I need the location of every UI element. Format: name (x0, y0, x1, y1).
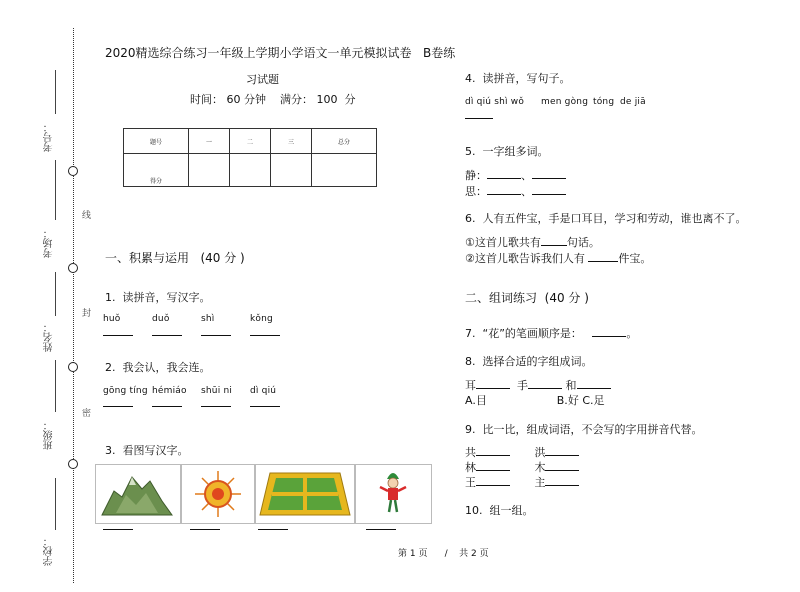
answer-blank[interactable] (201, 335, 231, 336)
score-table (123, 128, 377, 187)
pinyin: gōng tíng (103, 386, 148, 396)
answer-blank[interactable] (476, 388, 510, 389)
char-pair-row: 林 木 (465, 459, 579, 475)
answer-blank[interactable] (201, 406, 231, 407)
answer-blank[interactable] (190, 529, 220, 530)
question-8: 8. 选择合适的字组成词。 (465, 355, 593, 368)
margin-field-school: 学校： (44, 536, 55, 566)
question-5: 5. 一字组多词。 (465, 145, 549, 158)
answer-blank[interactable] (366, 529, 396, 530)
margin-field-exam-number: 考号： (44, 122, 55, 152)
question-6-sub-2: ②这首儿歌告诉我们人有 件宝。 (465, 252, 652, 265)
word-row: 静： 、 (465, 167, 566, 183)
margin-field-name: 姓名： (44, 322, 55, 352)
word-choice-row: 耳 手 和 (465, 377, 611, 393)
person-picture (355, 464, 432, 524)
answer-blank[interactable] (476, 470, 510, 471)
answer-blank[interactable] (487, 194, 521, 195)
section-2-heading: 二、组词练习 (40 分 ) (465, 291, 589, 305)
answer-blank[interactable] (152, 335, 182, 336)
answer-blank[interactable] (476, 455, 510, 456)
sun-picture (181, 464, 255, 524)
margin-field-line (55, 272, 56, 316)
score-cell[interactable] (230, 154, 271, 187)
exam-time-info: 时间： 60 分钟 满分： 100 分 (190, 93, 356, 106)
pinyin: men gòng (541, 97, 589, 107)
field-picture (255, 464, 355, 524)
binding-hole (68, 263, 78, 273)
pinyin: huǒ (103, 314, 121, 324)
binding-hole (68, 362, 78, 372)
pinyin: hémiáo (152, 386, 187, 396)
score-table-header: 一 (189, 129, 230, 154)
margin-mark-secret: 密 (80, 408, 90, 417)
question-6-sub-1: ①这首儿歌共有 句话。 (465, 236, 600, 249)
score-cell[interactable] (312, 154, 377, 187)
question-3: 3. 看图写汉字。 (105, 444, 189, 457)
margin-field-line (55, 160, 56, 220)
pinyin: kǒng (250, 314, 273, 324)
score-table-header: 二 (230, 129, 271, 154)
answer-blank[interactable] (592, 336, 626, 337)
pinyin: shì (201, 314, 215, 324)
answer-blank[interactable] (577, 388, 611, 389)
margin-mark-line: 线 (80, 210, 90, 219)
mountain-picture (95, 464, 181, 524)
answer-blank[interactable] (528, 388, 562, 389)
question-1: 1. 读拼音，写汉字。 (105, 291, 211, 304)
answer-blank[interactable] (250, 335, 280, 336)
question-4: 4. 读拼音，写句子。 (465, 72, 571, 85)
question-6: 6. 人有五件宝，手是口耳目，学习和劳动，谁也离不了。 (465, 212, 747, 225)
binding-hole (68, 459, 78, 469)
char-pair-row: 王 主 (465, 474, 579, 490)
pinyin: shūi ni (201, 386, 233, 396)
answer-blank[interactable] (103, 529, 133, 530)
margin-field-class: 班级： (44, 420, 55, 450)
answer-blank[interactable] (532, 178, 566, 179)
question-9: 9. 比一比，组成词语，不会写的字用拼音代替。 (465, 423, 703, 436)
exam-title-line2: 习试题 (246, 73, 279, 86)
answer-blank[interactable] (545, 470, 579, 471)
answer-blank[interactable] (476, 485, 510, 486)
score-table-row-label: 得分 (124, 154, 189, 187)
score-table-header: 三 (271, 129, 312, 154)
answer-blank[interactable] (250, 406, 280, 407)
exam-title: 2020精选综合练习一年级上学期小学语文一单元模拟试卷 B卷练 (105, 46, 456, 60)
section-1-heading: 一、积累与运用 (40 分 ) (105, 251, 245, 265)
score-table-header: 题号 (124, 129, 189, 154)
answer-blank[interactable] (487, 178, 521, 179)
margin-field-line (55, 360, 56, 412)
page-footer: 第 1 页 / 共 2 页 (398, 549, 489, 559)
answer-blank[interactable] (103, 335, 133, 336)
pinyin: duǒ (152, 314, 170, 324)
answer-blank[interactable] (588, 261, 618, 262)
margin-field-line (55, 70, 56, 114)
margin-field-line (55, 478, 56, 530)
score-table-header: 总分 (312, 129, 377, 154)
answer-blank[interactable] (258, 529, 288, 530)
pinyin: dì qiú (250, 386, 277, 396)
word-row: 思： 、 (465, 183, 566, 199)
score-cell[interactable] (271, 154, 312, 187)
answer-blank[interactable] (103, 406, 133, 407)
pinyin: tóng (593, 97, 615, 107)
answer-blank[interactable] (532, 194, 566, 195)
margin-field-exam-room: 考场： (44, 228, 55, 258)
question-10: 10. 组一组。 (465, 504, 534, 517)
answer-blank[interactable] (545, 485, 579, 486)
answer-blank[interactable] (152, 406, 182, 407)
option-list: A.目 B.好 C.足 (465, 394, 605, 407)
char-pair-row: 共 洪 (465, 444, 579, 460)
margin-mark-seal: 封 (80, 308, 90, 317)
pinyin: de jiā (620, 97, 646, 107)
question-7: 7. “花”的笔画顺序是： 。 (465, 327, 638, 340)
question-2: 2. 我会认，我会连。 (105, 361, 211, 374)
answer-blank[interactable] (465, 118, 493, 119)
answer-blank[interactable] (545, 455, 579, 456)
score-cell[interactable] (189, 154, 230, 187)
answer-blank[interactable] (541, 245, 567, 246)
binding-hole (68, 166, 78, 176)
pinyin: dì qiú shì wǒ (465, 97, 525, 107)
binding-dotted-line (73, 28, 74, 583)
